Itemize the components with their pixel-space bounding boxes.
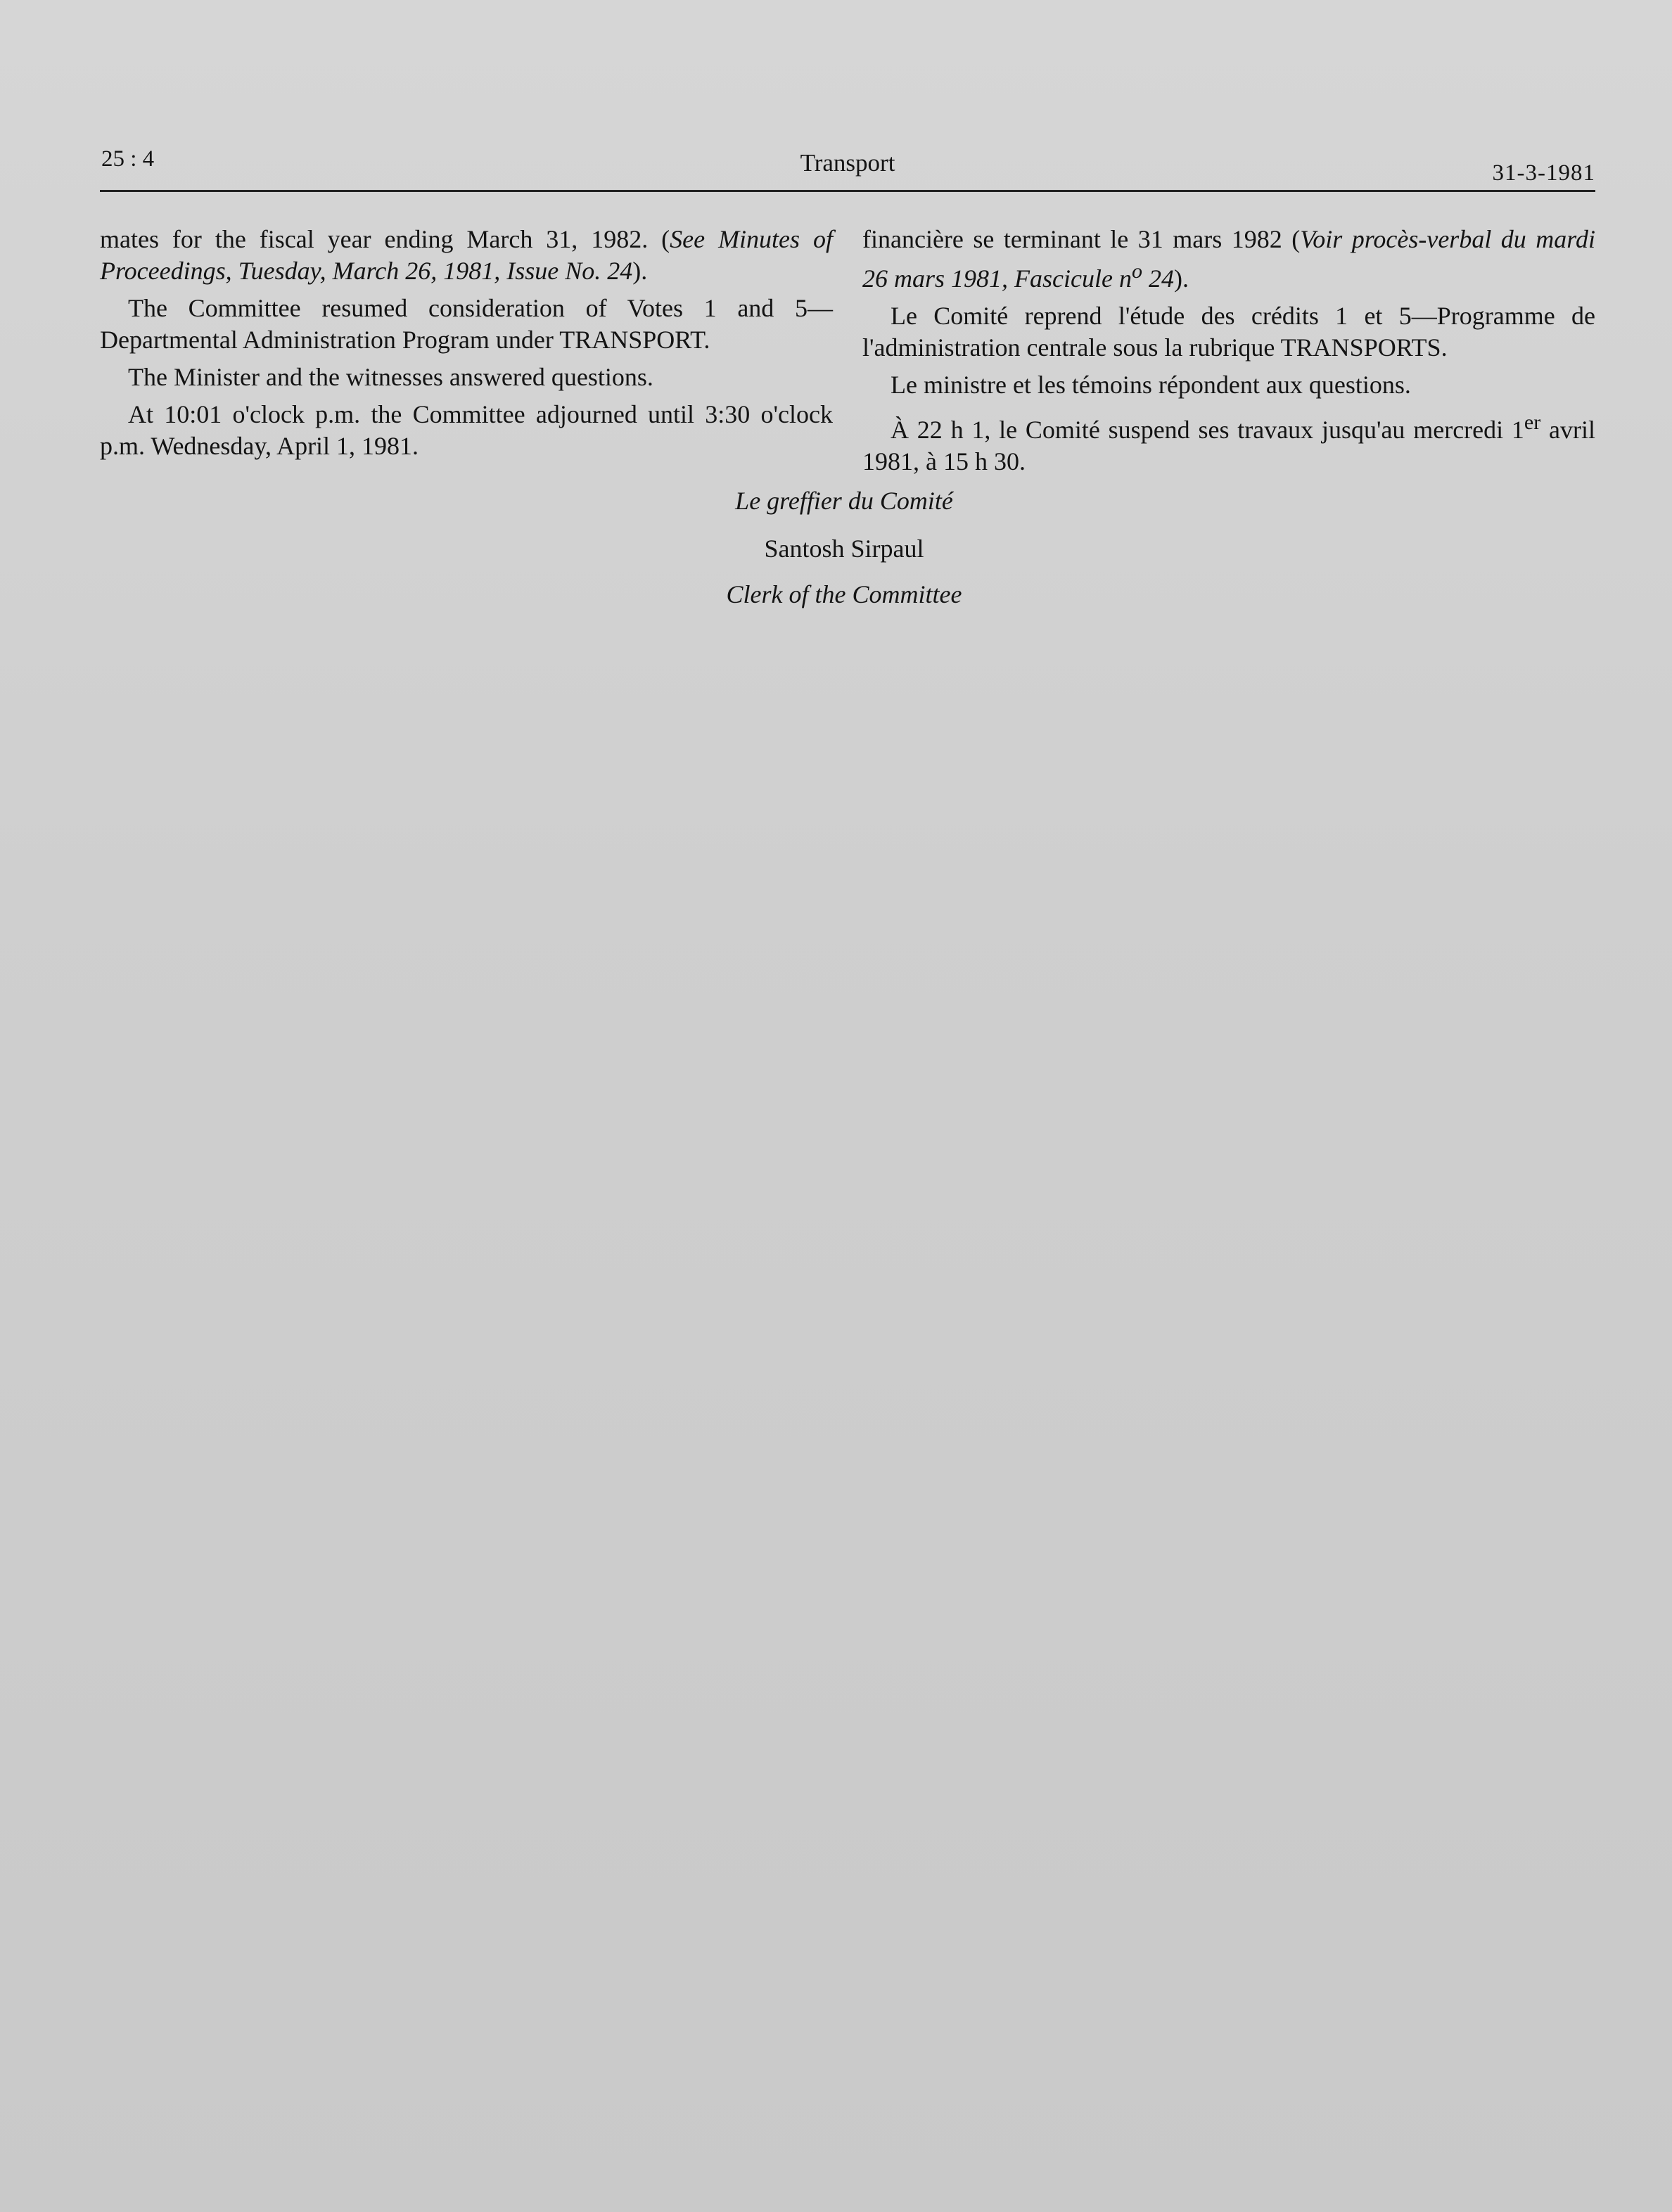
french-paragraph-1 (862, 224, 1595, 295)
french-p1-italic: Voir procès-verbal du mardi 26 mars 1981, Fascicule n (862, 225, 1595, 293)
clerk-title-french (633, 485, 1055, 517)
french-p1-superscript: o (1131, 260, 1142, 283)
english-p1-start: mates for the fiscal year ending March 31, 1982. ( (100, 225, 670, 253)
clerk-title-english (633, 579, 1055, 610)
english-paragraph-4: At 10:01 o'clock p.m. the Committee adjourned until 3:30 o'clock p.m. Wednesday, April 1, 1981. (100, 400, 833, 460)
english-p1-reference: See Minutes of Proceedings, Tuesday, March 26, 1981, Issue No. 24 (100, 225, 833, 285)
header-date: 31-3-1981 (1492, 160, 1595, 186)
page-number: 25 : 4 (101, 146, 155, 172)
page-header (100, 145, 1595, 192)
clerk-name: Santosh Sirpaul (764, 535, 924, 563)
french-paragraph-3: Le ministre et les témoins répondent aux questions. (891, 371, 1411, 399)
french-p1-end: ). (1173, 264, 1189, 293)
french-p4-start: À 22 h 1, le Comité suspend ses travaux jusqu'au mercredi 1 (891, 416, 1524, 444)
french-p1-italic-end: 24 (1142, 264, 1174, 293)
clerk-title-english-text: Clerk of the Committee (726, 580, 962, 608)
english-paragraph-3: The Minister and the witnesses answered questions. (128, 363, 653, 391)
french-p1-start: financière se terminant le 31 mars 1982 ( (862, 225, 1301, 253)
french-p4-end: avril 1981, à 15 h 30. (862, 416, 1595, 475)
english-paragraph-1 (100, 224, 833, 287)
french-column (862, 224, 1595, 478)
french-paragraph-4 (862, 407, 1595, 478)
english-paragraph-2: The Committee resumed consideration of Votes 1 and 5—Departmental Administration Program under TRANSPORT. (100, 294, 833, 354)
english-column (100, 224, 833, 462)
clerk-title-french-text: Le greffier du Comité (735, 487, 953, 515)
french-p4-superscript: er (1524, 411, 1541, 434)
french-paragraph-2: Le Comité reprend l'étude des crédits 1 et 5—Programme de l'administration centrale sous la rubrique TRANSPORTS. (862, 302, 1595, 362)
english-p1-end: ). (632, 257, 648, 285)
running-title: Transport (800, 149, 895, 177)
